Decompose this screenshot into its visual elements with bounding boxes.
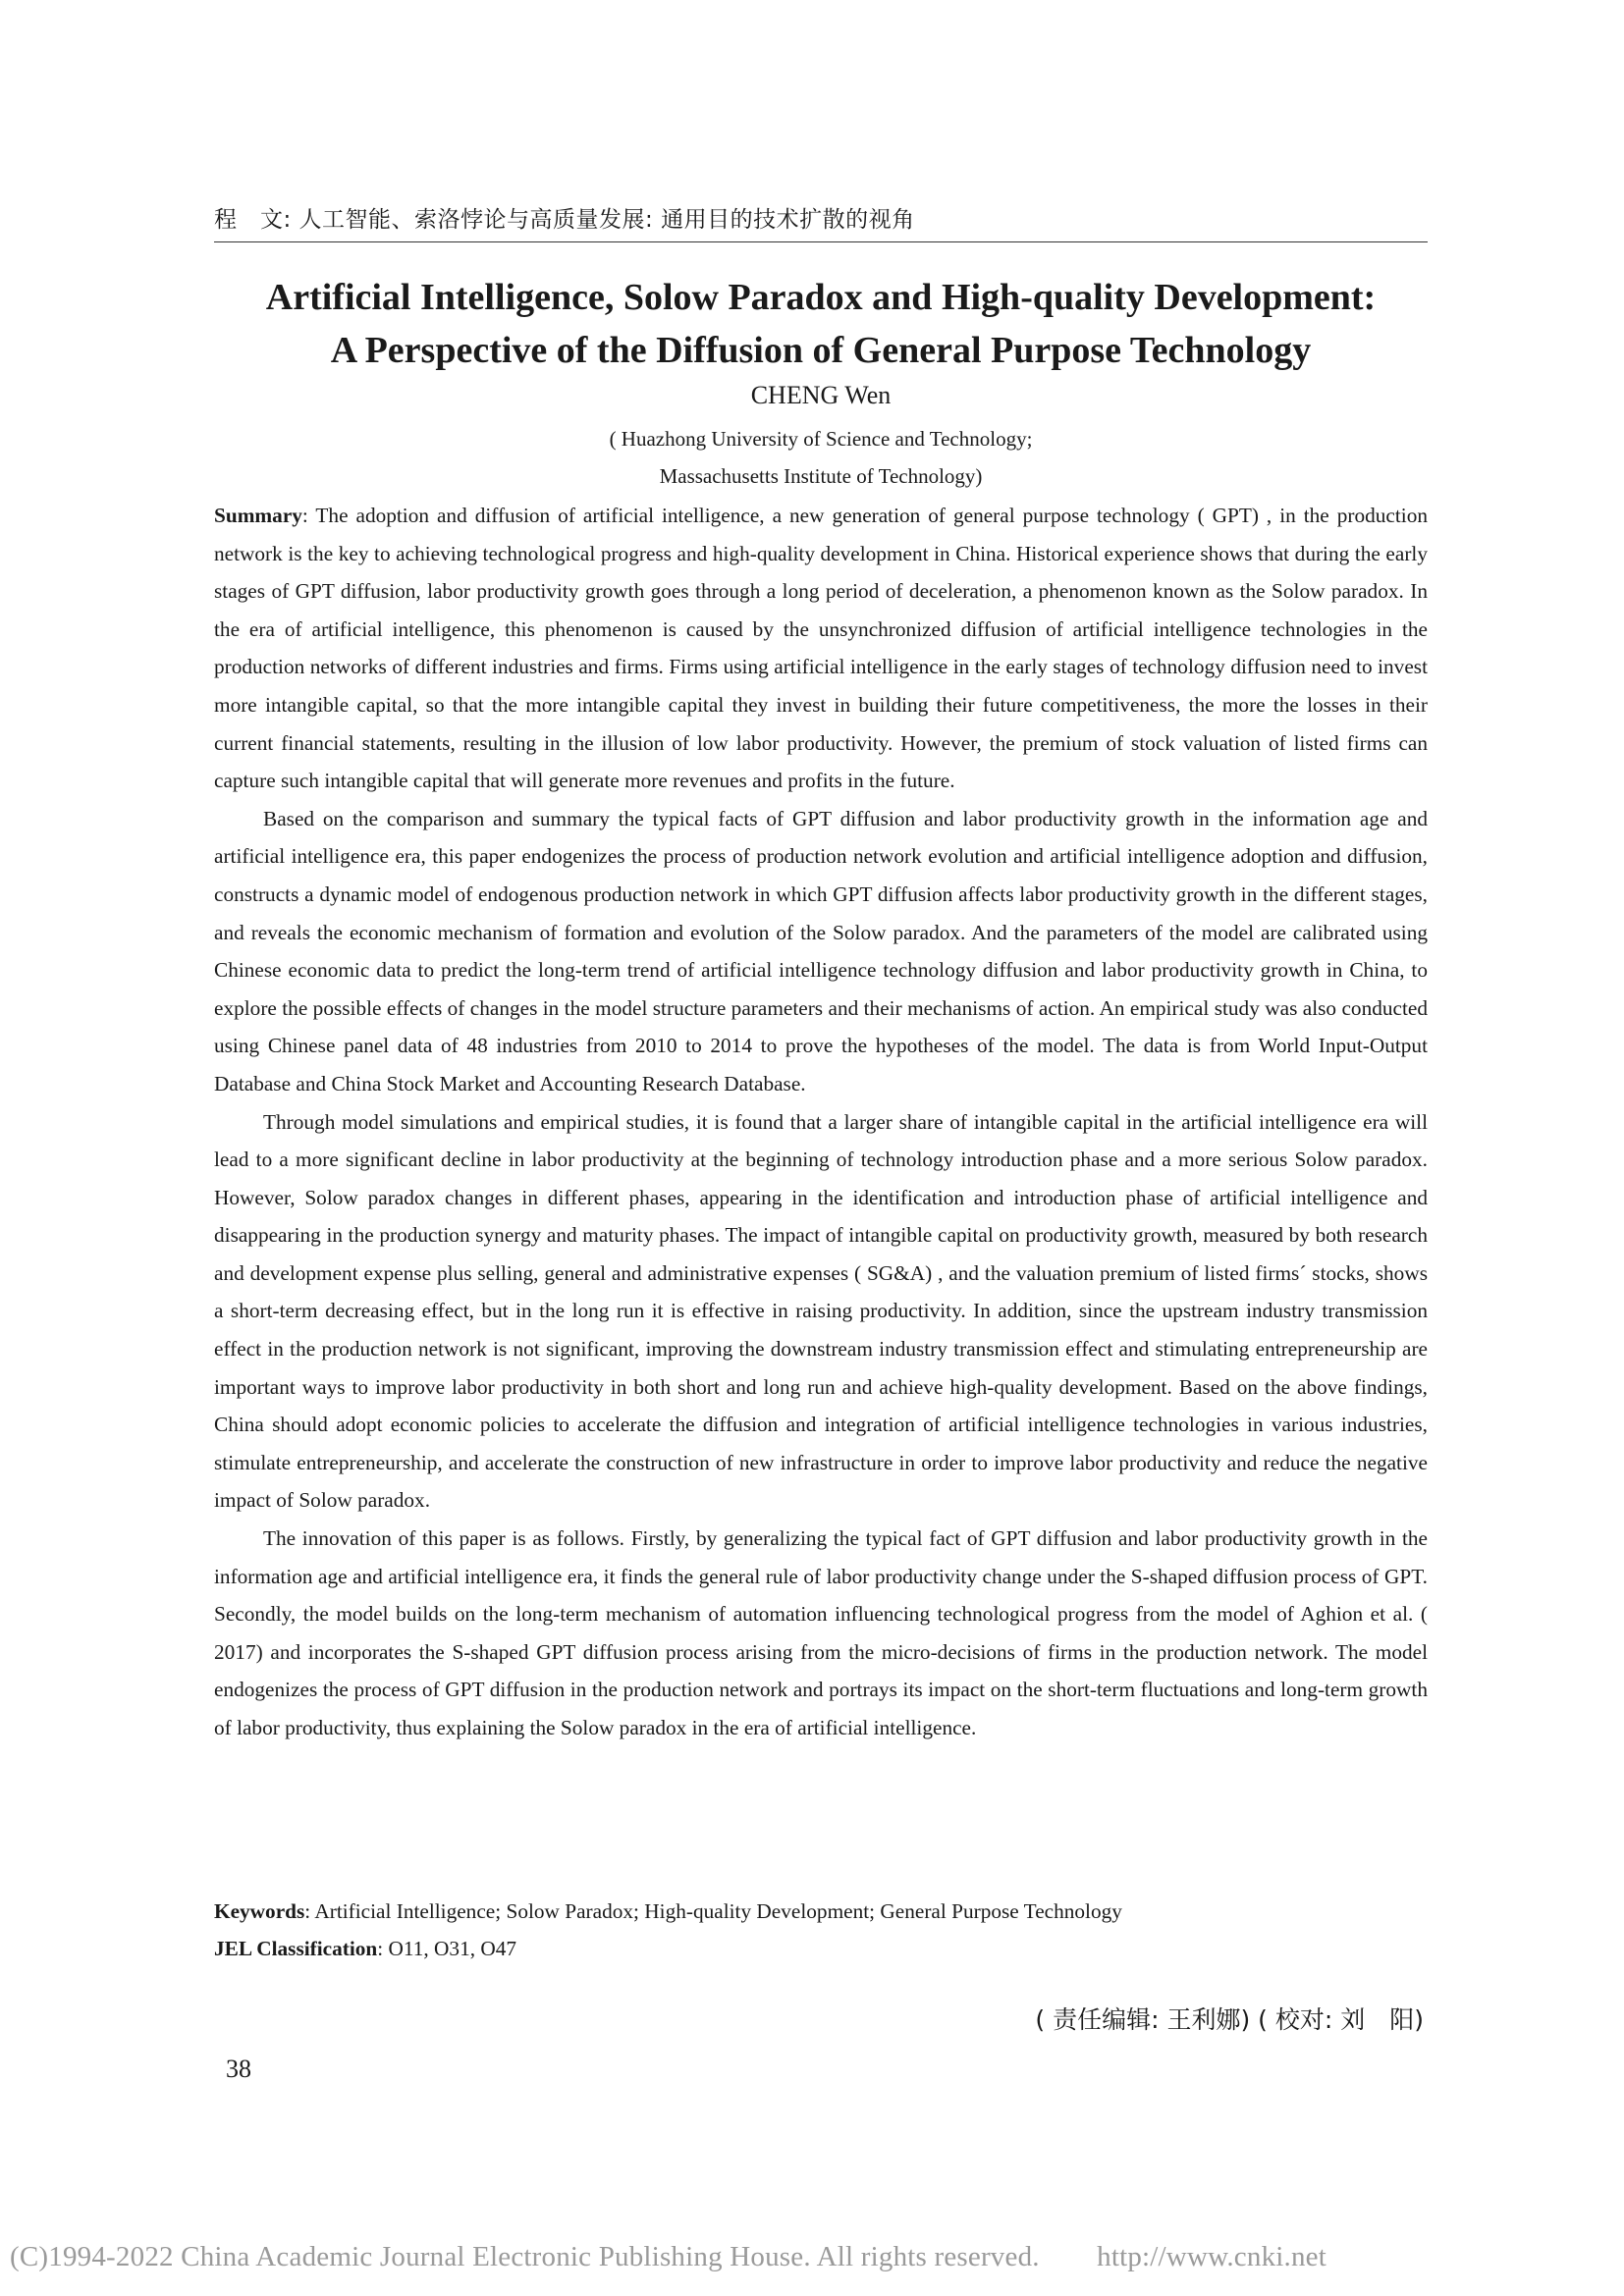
title-line-1: Artificial Intelligence, Solow Paradox and High-quality Development: xyxy=(265,277,1377,318)
paper-title xyxy=(214,271,1428,377)
summary-label: Summary xyxy=(214,504,302,527)
title-line-2: A Perspective of the Diffusion of General Purpose Technology xyxy=(330,330,1312,371)
keywords-line xyxy=(214,1899,1428,1924)
keywords-text: : Artificial Intelligence; Solow Paradox; High-quality Development; General Purpose Technology xyxy=(304,1899,1122,1923)
jel-label: JEL Classification xyxy=(214,1937,378,1960)
jel-line xyxy=(214,1937,1428,1961)
editor-note: ( 责任编辑: 王利娜) ( 校对: 刘 阳) xyxy=(1035,2005,1424,2034)
summary-paragraph xyxy=(214,497,1428,800)
running-head: 程 文: 人工智能、索洛悖论与高质量发展: 通用目的技术扩散的视角 xyxy=(214,207,915,233)
author-name: CHENG Wen xyxy=(750,381,892,409)
body-paragraph-1: Based on the comparison and summary the typical facts of GPT diffusion and labor productivity growth in the information age and artificial intelligence era, this paper endogenizes the process of production network evolution and artificial intelligence adoption and diffusion, constructs a dynamic model of endogenous production network in which GPT diffusion affects labor productivity growth in the different stages, and reveals the economic mechanism of formation and evolution of the Solow paradox. And the parameters of the model are calibrated using Chinese economic data to predict the long-term trend of artificial intelligence technology diffusion and labor productivity growth in China, to explore the possible effects of changes in the model structure parameters and their mechanisms of action. An empirical study was also conducted using Chinese panel data of 48 industries from 2010 to 2014 to prove the hypotheses of the model. The data is from World Input-Output Database and China Stock Market and Accounting Research Database. xyxy=(214,806,1428,1095)
abstract-body xyxy=(214,497,1428,1747)
affiliation xyxy=(214,420,1428,495)
body-paragraph-2: Through model simulations and empirical studies, it is found that a larger share of intangible capital in the artificial intelligence era will lead to a more significant decline in labor productivity at the beginning of technology introduction phase and a more serious Solow paradox. However, Solow paradox changes in different phases, appearing in the identification and introduction phase of artificial intelligence and disappearing in the production synergy and maturity phases. The impact of intangible capital on productivity growth, measured by both research and development expense plus selling, general and administrative expenses ( SG&A) , and the valuation premium of listed firms´ stocks, shows a short-term decreasing effect, but in the long run it is effective in raising productivity. In addition, since the upstream industry transmission effect in the production network is not significant, improving the downstream industry transmission effect and stimulating entrepreneurship are important ways to improve labor productivity in both short and long run and achieve high-quality development. Based on the above findings, China should adopt economic policies to accelerate the diffusion and integration of artificial intelligence technologies in various industries, stimulate entrepreneurship, and accelerate the construction of new infrastructure in order to improve labor productivity and reduce the negative impact of Solow paradox. xyxy=(214,1109,1428,1513)
page-number: 38 xyxy=(226,2055,251,2083)
header-rule xyxy=(214,241,1428,242)
jel-text: : O11, O31, O47 xyxy=(377,1937,517,1960)
keywords-label: Keywords xyxy=(214,1899,305,1923)
affiliation-line-2: Massachusetts Institute of Technology) xyxy=(659,464,983,488)
copyright-watermark: (C)1994-2022 China Academic Journal Electronic Publishing House. All rights reserved. http://www.cnki.net xyxy=(10,2241,1327,2272)
affiliation-line-1: ( Huazhong University of Science and Technology; xyxy=(609,427,1033,451)
body-paragraph-3: The innovation of this paper is as follows. Firstly, by generalizing the typical fact of GPT diffusion and labor productivity growth in the information age and artificial intelligence era, it finds the general rule of labor productivity change under the S-shaped diffusion process of GPT. Secondly, the model builds on the long-term mechanism of automation influencing technological progress from the model of Aghion et al. ( 2017) and incorporates the S-shaped GPT diffusion process arising from the micro-decisions of firms in the production network. The model endogenizes the process of GPT diffusion in the production network and portrays its impact on the short-term fluctuations and long-term growth of labor productivity, thus explaining the Solow paradox in the era of artificial intelligence. xyxy=(214,1526,1428,1739)
summary-text: : The adoption and diffusion of artificial intelligence, a new generation of general purpose technology ( GPT) , in the production network is the key to achieving technological progress and high-quality development in China. Historical experience shows that during the early stages of GPT diffusion, labor productivity growth goes through a long period of deceleration, a phenomenon known as the Solow paradox. In the era of artificial intelligence, this phenomenon is caused by the unsynchronized diffusion of artificial intelligence technologies in the production networks of different industries and firms. Firms using artificial intelligence in the early stages of technology diffusion need to invest more intangible capital, so that the more intangible capital they invest in building their future competitiveness, the more the losses in their current financial statements, resulting in the illusion of low labor productivity. However, the premium of stock valuation of listed firms can capture such intangible capital that will generate more revenues and profits in the future. xyxy=(214,504,1428,793)
